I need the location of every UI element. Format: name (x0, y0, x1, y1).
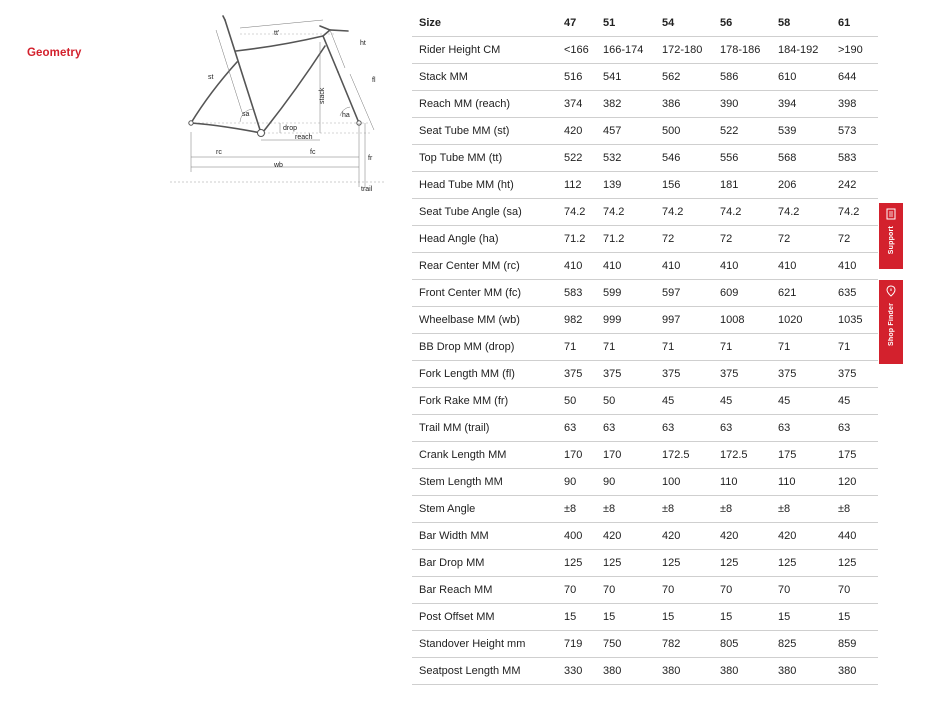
row-value-size-58: ±8 (778, 496, 838, 523)
row-value-size-47: 112 (564, 172, 603, 199)
table-row (412, 145, 878, 172)
row-value-size-58: 63 (778, 415, 838, 442)
row-value-size-51: 541 (603, 64, 662, 91)
row-value-size-47: 982 (564, 307, 603, 334)
row-value-size-47: 15 (564, 604, 603, 631)
row-label: Reach MM (reach) (412, 91, 564, 118)
row-value-size-61: 375 (838, 361, 878, 388)
table-row (412, 469, 878, 496)
row-value-size-54: 375 (662, 361, 720, 388)
row-value-size-54: 546 (662, 145, 720, 172)
row-value-size-56: 1008 (720, 307, 778, 334)
section-title: Geometry (27, 47, 82, 59)
row-value-size-47: 74.2 (564, 199, 603, 226)
row-value-size-54: 562 (662, 64, 720, 91)
head-tube (323, 36, 338, 72)
row-value-size-51: 166-174 (603, 37, 662, 64)
row-value-size-61: 15 (838, 604, 878, 631)
row-value-size-47: 125 (564, 550, 603, 577)
label-ht: ht (360, 40, 366, 47)
row-value-size-56: 181 (720, 172, 778, 199)
row-value-size-56: 390 (720, 91, 778, 118)
row-value-size-61: 573 (838, 118, 878, 145)
row-value-size-51: 70 (603, 577, 662, 604)
row-label: Rear Center MM (rc) (412, 253, 564, 280)
support-tab[interactable] (879, 203, 903, 269)
row-value-size-58: 15 (778, 604, 838, 631)
row-value-size-58: 621 (778, 280, 838, 307)
table-row (412, 253, 878, 280)
row-label: Bar Reach MM (412, 577, 564, 604)
row-value-size-47: ±8 (564, 496, 603, 523)
row-value-size-54: 45 (662, 388, 720, 415)
row-value-size-47: 71 (564, 334, 603, 361)
header-size-54: 54 (662, 10, 720, 37)
spacer (320, 26, 330, 30)
label-tt: tt' (274, 30, 280, 37)
row-value-size-56: 522 (720, 118, 778, 145)
row-value-size-47: 522 (564, 145, 603, 172)
frame-geometry-svg (170, 12, 385, 197)
table-row (412, 334, 878, 361)
table-row (412, 658, 878, 685)
row-value-size-61: 583 (838, 145, 878, 172)
row-label: Stem Length MM (412, 469, 564, 496)
row-value-size-54: 500 (662, 118, 720, 145)
row-value-size-47: 375 (564, 361, 603, 388)
row-value-size-47: 583 (564, 280, 603, 307)
label-stack: stack (319, 87, 326, 104)
row-value-size-56: 178-186 (720, 37, 778, 64)
row-label: Wheelbase MM (wb) (412, 307, 564, 334)
row-value-size-61: 380 (838, 658, 878, 685)
table-row (412, 226, 878, 253)
row-value-size-56: 172.5 (720, 442, 778, 469)
row-value-size-61: 398 (838, 91, 878, 118)
row-value-size-51: 380 (603, 658, 662, 685)
label-wb: wb (274, 162, 283, 169)
table-row (412, 388, 878, 415)
row-label: Rider Height CM (412, 37, 564, 64)
row-value-size-47: 70 (564, 577, 603, 604)
table-row (412, 307, 878, 334)
bottom-bracket (258, 130, 265, 137)
header-size-47: 47 (564, 10, 603, 37)
table-row (412, 523, 878, 550)
row-label: Fork Length MM (fl) (412, 361, 564, 388)
label-drop: drop (283, 125, 298, 132)
row-label: Fork Rake MM (fr) (412, 388, 564, 415)
row-value-size-56: ±8 (720, 496, 778, 523)
row-value-size-51: 999 (603, 307, 662, 334)
row-value-size-54: 597 (662, 280, 720, 307)
row-value-size-56: 72 (720, 226, 778, 253)
row-value-size-51: 410 (603, 253, 662, 280)
row-value-size-51: 63 (603, 415, 662, 442)
row-value-size-54: 125 (662, 550, 720, 577)
label-rc: rc (216, 149, 222, 156)
row-value-size-56: 45 (720, 388, 778, 415)
row-value-size-51: 375 (603, 361, 662, 388)
table-row (412, 91, 878, 118)
row-value-size-47: 71.2 (564, 226, 603, 253)
row-value-size-58: 125 (778, 550, 838, 577)
row-value-size-58: 410 (778, 253, 838, 280)
row-value-size-47: 170 (564, 442, 603, 469)
tt-dim (240, 20, 323, 28)
row-value-size-56: 63 (720, 415, 778, 442)
table-row (412, 199, 878, 226)
row-value-size-54: 997 (662, 307, 720, 334)
row-value-size-58: 380 (778, 658, 838, 685)
label-fc: fc (310, 149, 316, 156)
row-label: Head Angle (ha) (412, 226, 564, 253)
row-value-size-51: 50 (603, 388, 662, 415)
st-dim (216, 30, 242, 112)
row-value-size-54: 410 (662, 253, 720, 280)
row-value-size-61: 644 (838, 64, 878, 91)
row-value-size-54: 71 (662, 334, 720, 361)
row-value-size-47: 374 (564, 91, 603, 118)
row-value-size-54: 172-180 (662, 37, 720, 64)
row-value-size-51: 382 (603, 91, 662, 118)
row-value-size-61: 125 (838, 550, 878, 577)
row-label: Standover Height mm (412, 631, 564, 658)
row-value-size-61: ±8 (838, 496, 878, 523)
row-label: Bar Width MM (412, 523, 564, 550)
header-size-56: 56 (720, 10, 778, 37)
row-value-size-58: 74.2 (778, 199, 838, 226)
label-fl: fl (372, 77, 376, 84)
row-value-size-51: 71 (603, 334, 662, 361)
table-row (412, 604, 878, 631)
row-value-size-58: 568 (778, 145, 838, 172)
row-value-size-61: 859 (838, 631, 878, 658)
row-label: Trail MM (trail) (412, 415, 564, 442)
row-value-size-61: 70 (838, 577, 878, 604)
header-size-61: 61 (838, 10, 878, 37)
row-label: Seat Tube MM (st) (412, 118, 564, 145)
row-value-size-58: 175 (778, 442, 838, 469)
row-value-size-61: 71 (838, 334, 878, 361)
table-row (412, 361, 878, 388)
row-value-size-58: 110 (778, 469, 838, 496)
row-value-size-54: 386 (662, 91, 720, 118)
ht-dim (330, 30, 345, 68)
row-value-size-56: 74.2 (720, 199, 778, 226)
row-value-size-58: 70 (778, 577, 838, 604)
row-value-size-58: 610 (778, 64, 838, 91)
row-value-size-54: 15 (662, 604, 720, 631)
row-value-size-58: 184-192 (778, 37, 838, 64)
table-row (412, 631, 878, 658)
row-value-size-58: 394 (778, 91, 838, 118)
table-body (412, 37, 878, 685)
top-tube (236, 36, 323, 51)
row-value-size-54: 72 (662, 226, 720, 253)
row-value-size-47: 420 (564, 118, 603, 145)
row-value-size-61: 410 (838, 253, 878, 280)
label-sa: sa (242, 111, 250, 118)
rear-axle (189, 121, 193, 125)
geometry-table (412, 10, 878, 685)
row-value-size-56: 71 (720, 334, 778, 361)
row-value-size-56: 420 (720, 523, 778, 550)
label-reach: reach (295, 134, 313, 141)
row-value-size-54: ±8 (662, 496, 720, 523)
row-value-size-61: 242 (838, 172, 878, 199)
seat-stay (191, 62, 237, 123)
label-ha: ha (342, 112, 350, 119)
row-label: Stack MM (412, 64, 564, 91)
row-value-size-51: 71.2 (603, 226, 662, 253)
row-value-size-54: 100 (662, 469, 720, 496)
row-value-size-56: 805 (720, 631, 778, 658)
row-value-size-58: 71 (778, 334, 838, 361)
row-value-size-54: 74.2 (662, 199, 720, 226)
row-value-size-51: 74.2 (603, 199, 662, 226)
row-value-size-54: 420 (662, 523, 720, 550)
shop-finder-tab-label: Shop Finder (887, 303, 895, 347)
table-row (412, 280, 878, 307)
table-row (412, 64, 878, 91)
row-label: Top Tube MM (tt) (412, 145, 564, 172)
row-value-size-56: 410 (720, 253, 778, 280)
row-value-size-51: 599 (603, 280, 662, 307)
row-value-size-61: 175 (838, 442, 878, 469)
row-value-size-47: 410 (564, 253, 603, 280)
row-value-size-54: 63 (662, 415, 720, 442)
table-row (412, 550, 878, 577)
row-value-size-58: 420 (778, 523, 838, 550)
row-value-size-56: 110 (720, 469, 778, 496)
row-value-size-47: 719 (564, 631, 603, 658)
frame-geometry-diagram (170, 12, 385, 197)
row-value-size-54: 380 (662, 658, 720, 685)
header-size: Size (412, 10, 564, 37)
row-label: Stem Angle (412, 496, 564, 523)
row-value-size-61: 120 (838, 469, 878, 496)
table-row (412, 118, 878, 145)
row-value-size-58: 539 (778, 118, 838, 145)
row-value-size-51: 420 (603, 523, 662, 550)
row-value-size-58: 45 (778, 388, 838, 415)
row-value-size-61: 635 (838, 280, 878, 307)
row-value-size-54: 782 (662, 631, 720, 658)
row-value-size-54: 70 (662, 577, 720, 604)
row-value-size-51: 532 (603, 145, 662, 172)
row-value-size-58: 375 (778, 361, 838, 388)
fl-dim (350, 74, 374, 130)
row-value-size-51: 125 (603, 550, 662, 577)
row-value-size-47: <166 (564, 37, 603, 64)
row-value-size-51: 90 (603, 469, 662, 496)
row-value-size-47: 400 (564, 523, 603, 550)
row-value-size-56: 125 (720, 550, 778, 577)
row-value-size-51: ±8 (603, 496, 662, 523)
row-value-size-61: 1035 (838, 307, 878, 334)
table-row (412, 442, 878, 469)
row-value-size-47: 330 (564, 658, 603, 685)
row-value-size-56: 556 (720, 145, 778, 172)
row-label: Crank Length MM (412, 442, 564, 469)
table-row (412, 172, 878, 199)
table-row (412, 415, 878, 442)
row-value-size-47: 50 (564, 388, 603, 415)
row-value-size-47: 516 (564, 64, 603, 91)
table-header-row (412, 10, 878, 37)
row-value-size-58: 72 (778, 226, 838, 253)
document-icon (885, 208, 897, 220)
row-label: Post Offset MM (412, 604, 564, 631)
down-tube (263, 46, 325, 132)
row-value-size-56: 586 (720, 64, 778, 91)
table-row (412, 577, 878, 604)
chain-stay (191, 123, 261, 133)
row-value-size-61: 74.2 (838, 199, 878, 226)
row-value-size-54: 172.5 (662, 442, 720, 469)
row-label: Seat Tube Angle (sa) (412, 199, 564, 226)
support-tab-label: Support (887, 226, 895, 255)
table-row (412, 37, 878, 64)
row-label: Seatpost Length MM (412, 658, 564, 685)
row-value-size-51: 15 (603, 604, 662, 631)
row-value-size-56: 70 (720, 577, 778, 604)
row-value-size-51: 750 (603, 631, 662, 658)
label-trail: trail (361, 186, 373, 193)
row-value-size-61: 440 (838, 523, 878, 550)
row-value-size-61: 45 (838, 388, 878, 415)
label-fr: fr (368, 155, 373, 162)
row-value-size-47: 63 (564, 415, 603, 442)
row-value-size-56: 380 (720, 658, 778, 685)
row-value-size-54: 156 (662, 172, 720, 199)
row-value-size-58: 1020 (778, 307, 838, 334)
row-value-size-56: 15 (720, 604, 778, 631)
header-size-58: 58 (778, 10, 838, 37)
row-label: Bar Drop MM (412, 550, 564, 577)
row-value-size-61: 63 (838, 415, 878, 442)
row-value-size-51: 139 (603, 172, 662, 199)
shop-finder-tab[interactable] (879, 280, 903, 364)
row-label: BB Drop MM (drop) (412, 334, 564, 361)
row-value-size-51: 457 (603, 118, 662, 145)
row-value-size-56: 609 (720, 280, 778, 307)
location-pin-icon (885, 285, 897, 297)
row-value-size-58: 825 (778, 631, 838, 658)
table-row (412, 496, 878, 523)
row-value-size-47: 90 (564, 469, 603, 496)
label-st: st (208, 74, 214, 81)
row-value-size-58: 206 (778, 172, 838, 199)
row-value-size-61: 72 (838, 226, 878, 253)
stem (323, 30, 348, 36)
row-value-size-61: >190 (838, 37, 878, 64)
row-value-size-51: 170 (603, 442, 662, 469)
row-value-size-56: 375 (720, 361, 778, 388)
row-label: Head Tube MM (ht) (412, 172, 564, 199)
header-size-51: 51 (603, 10, 662, 37)
row-label: Front Center MM (fc) (412, 280, 564, 307)
